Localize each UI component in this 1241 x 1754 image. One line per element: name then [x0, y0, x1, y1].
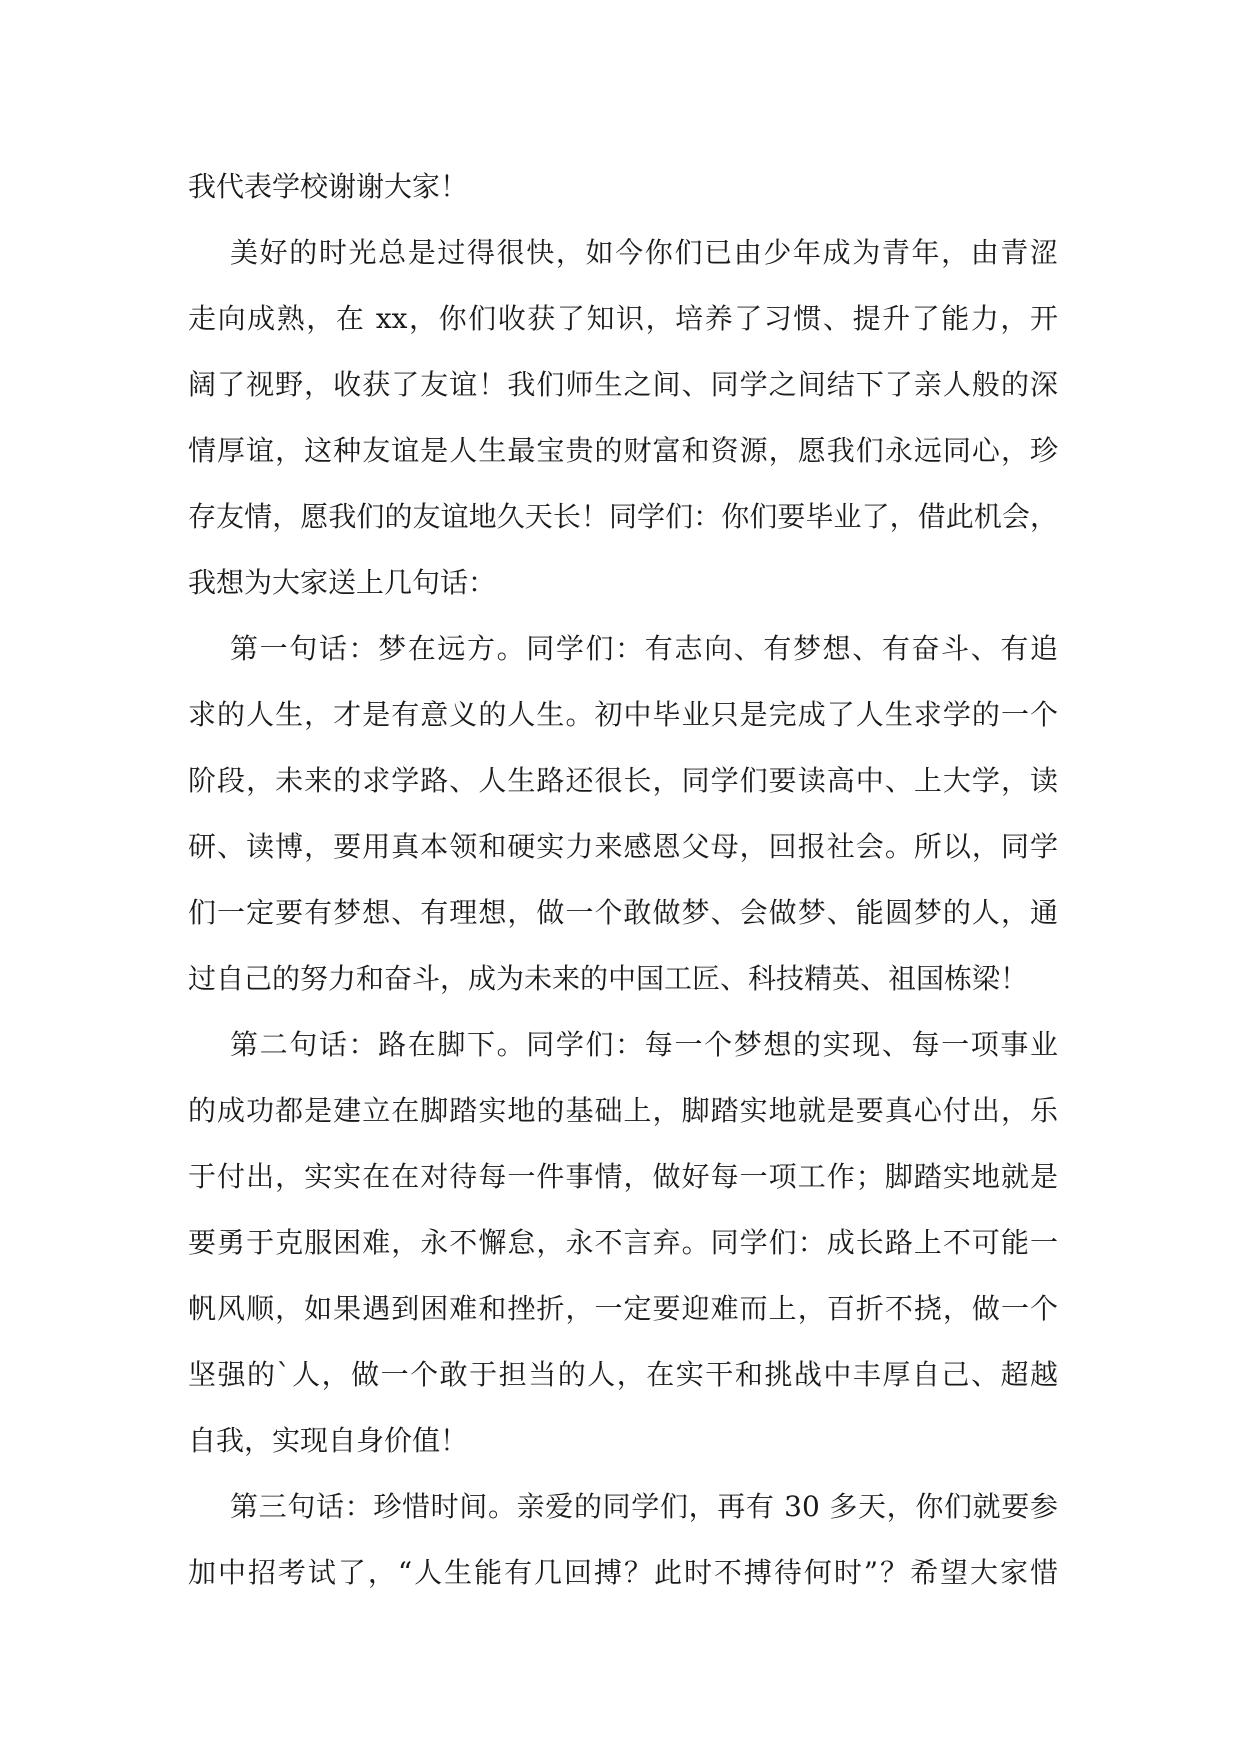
text-line: 阔了视野，收获了友谊！我们师生之间、同学之间结下了亲人般的深	[188, 368, 1058, 401]
document-body	[188, 154, 1058, 1606]
text-line: 求的人生，才是有意义的人生。初中毕业只是完成了人生求学的一个	[188, 698, 1058, 731]
text-line: 情厚谊，这种友谊是人生最宝贵的财富和资源，愿我们永远同心，珍	[188, 434, 1058, 467]
text-line: 帆风顺，如果遇到困难和挫折，一定要迎难而上，百折不挠，做一个	[188, 1292, 1058, 1325]
text-line: 美好的时光总是过得很快，如今你们已由少年成为青年，由青涩	[230, 236, 1058, 269]
text-line: 要勇于克服困难，永不懈怠，永不言弃。同学们：成长路上不可能一	[188, 1226, 1058, 1259]
text-line: 我代表学校谢谢大家！	[188, 170, 469, 203]
text-line: 走向成熟，在 xx，你们收获了知识，培养了习惯、提升了能力，开	[188, 302, 1058, 335]
text-line: 第三句话：珍惜时间。亲爱的同学们，再有 30 多天，你们就要参	[230, 1490, 1058, 1523]
text-line: 第一句话：梦在远方。同学们：有志向、有梦想、有奋斗、有追	[230, 632, 1058, 665]
text-line: 第二句话：路在脚下。同学们：每一个梦想的实现、每一项事业	[230, 1028, 1058, 1061]
text-line: 加中招考试了，“人生能有几回搏？此时不搏待何时”？希望大家惜	[188, 1556, 1058, 1589]
text-line: 们一定要有梦想、有理想，做一个敢做梦、会做梦、能圆梦的人，通	[188, 896, 1058, 929]
text-line: 存友情，愿我们的友谊地久天长！同学们：你们要毕业了，借此机会，	[188, 500, 1058, 533]
text-line: 阶段，未来的求学路、人生路还很长，同学们要读高中、上大学，读	[188, 764, 1058, 797]
text-line: 我想为大家送上几句话：	[188, 566, 497, 599]
text-line: 于付出，实实在在对待每一件事情，做好每一项工作；脚踏实地就是	[188, 1160, 1058, 1193]
text-line: 坚强的`人，做一个敢于担当的人，在实干和挑战中丰厚自己、超越	[188, 1358, 1058, 1391]
text-line: 研、读博，要用真本领和硬实力来感恩父母，回报社会。所以，同学	[188, 830, 1058, 863]
text-line: 的成功都是建立在脚踏实地的基础上，脚踏实地就是要真心付出，乐	[188, 1094, 1058, 1127]
text-line: 过自己的努力和奋斗，成为未来的中国工匠、科技精英、祖国栋梁！	[188, 962, 1029, 995]
text-line: 自我，实现自身价值！	[188, 1424, 469, 1457]
